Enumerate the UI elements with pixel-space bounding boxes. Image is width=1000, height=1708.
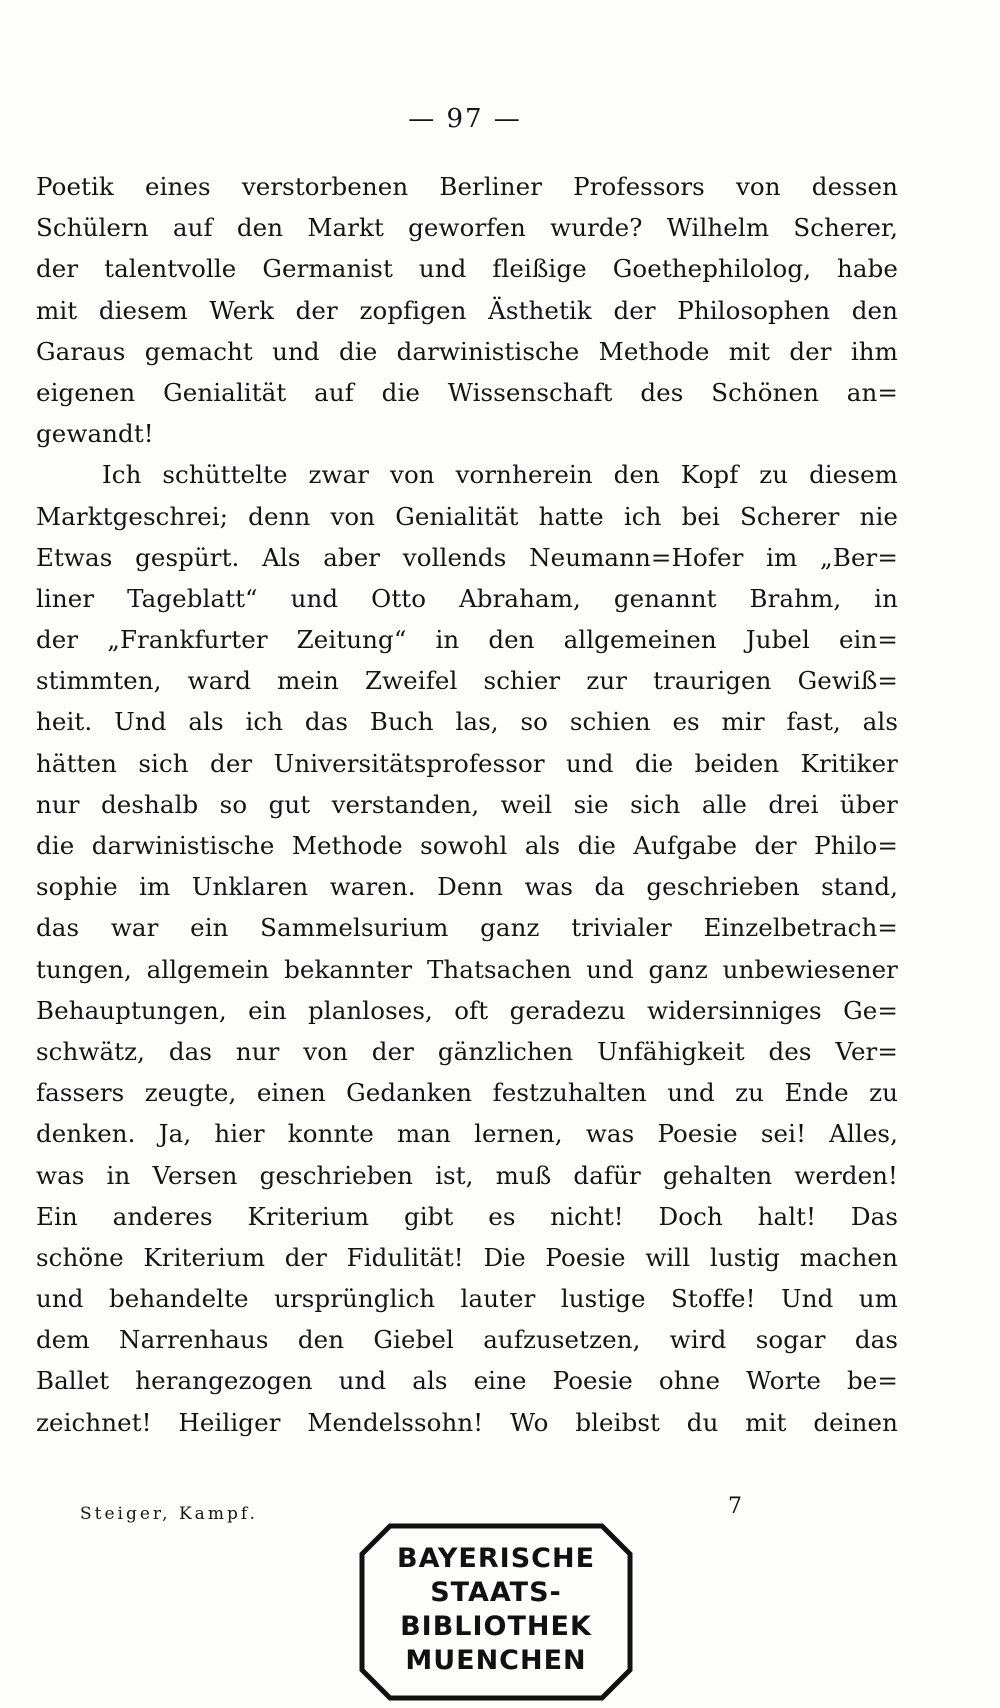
text-line: nur deshalb so gut verstanden, weil sie sich alle drei über: [36, 789, 898, 819]
stamp-line: BAYERISCHE: [396, 1543, 596, 1574]
text-line: was in Versen geschrieben ist, muß dafür gehalten werden!: [36, 1160, 898, 1190]
text-line: Poetik eines verstorbenen Berliner Professors von dessen: [36, 172, 898, 201]
text-line: Marktgeschrei; denn von Genialität hatte ich bei Scherer nie: [36, 501, 898, 531]
text-line: Ballet herangezogen und als eine Poesie ohne Worte be=: [36, 1366, 898, 1396]
text-line: Schülern auf den Markt geworfen wurde? Wilhelm Scherer,: [36, 213, 898, 243]
page-number: — 97 —: [408, 104, 522, 134]
stamp-line: STAATS-: [430, 1577, 562, 1608]
text-line: das war ein Sammelsurium ganz trivialer Einzelbetrach=: [36, 913, 898, 943]
text-line: schwätz, das nur von der gänzlichen Unfähigkeit des Ver=: [36, 1036, 898, 1066]
body-text: [36, 166, 898, 1443]
text-line: der talentvolle Germanist und fleißige Goethephilolog, habe: [36, 254, 898, 284]
text-line: stimmten, ward mein Zweifel schier zur traurigen Gewiß=: [36, 666, 898, 696]
text-line: Etwas gespürt. Als aber vollends Neumann=Hofer im „Ber=: [36, 542, 898, 572]
text-line: der „Frankfurter Zeitung“ in den allgemeinen Jubel ein=: [36, 625, 898, 655]
text-line: eigenen Genialität auf die Wissenschaft des Schönen an=: [36, 377, 898, 407]
signature-footer: Steiger, Kampf.: [80, 1504, 258, 1524]
text-line: Garaus gemacht und die darwinistische Methode mit der ihm: [36, 336, 898, 366]
text-line: Ein anderes Kriterium gibt es nicht! Doch halt! Das: [36, 1201, 898, 1231]
text-line: tungen, allgemein bekannter Thatsachen und ganz unbewiesener: [36, 954, 898, 984]
text-line: heit. Und als ich das Buch las, so schien es mir fast, als: [36, 707, 898, 737]
text-line: fassers zeugte, einen Gedanken festzuhalten und zu Ende zu: [36, 1078, 898, 1108]
text-line: und behandelte ursprünglich lauter lustige Stoffe! Und um: [36, 1284, 898, 1314]
signature-mark: 7: [728, 1494, 742, 1519]
text-line: die darwinistische Methode sowohl als die Aufgabe der Philo=: [36, 831, 898, 860]
text-line: dem Narrenhaus den Giebel aufzusetzen, wird sogar das: [36, 1325, 898, 1355]
text-line: schöne Kriterium der Fidulität! Die Poesie will lustig machen: [36, 1242, 898, 1272]
stamp-line: MUENCHEN: [405, 1645, 587, 1676]
library-stamp: [356, 1522, 636, 1702]
text-line: denken. Ja, hier konnte man lernen, was Poesie sei! Alles,: [36, 1119, 898, 1149]
text-line: hätten sich der Universitätsprofessor und die beiden Kritiker: [36, 748, 898, 778]
text-line: gewandt!: [36, 419, 154, 449]
text-line: mit diesem Werk der zopfigen Ästhetik der Philosophen den: [36, 295, 898, 325]
stamp-text: [356, 1542, 636, 1678]
text-line: Ich schüttelte zwar von vornherein den Kopf zu diesem: [102, 460, 898, 490]
stamp-line: BIBLIOTHEK: [400, 1611, 592, 1642]
text-line: sophie im Unklaren waren. Denn was da geschrieben stand,: [36, 872, 898, 902]
text-line: Behauptungen, ein planloses, oft geradezu widersinniges Ge=: [36, 995, 898, 1025]
text-line: liner Tageblatt“ und Otto Abraham, genannt Brahm, in: [36, 583, 898, 613]
text-line: zeichnet! Heiliger Mendelssohn! Wo bleibst du mit deinen: [36, 1407, 898, 1437]
